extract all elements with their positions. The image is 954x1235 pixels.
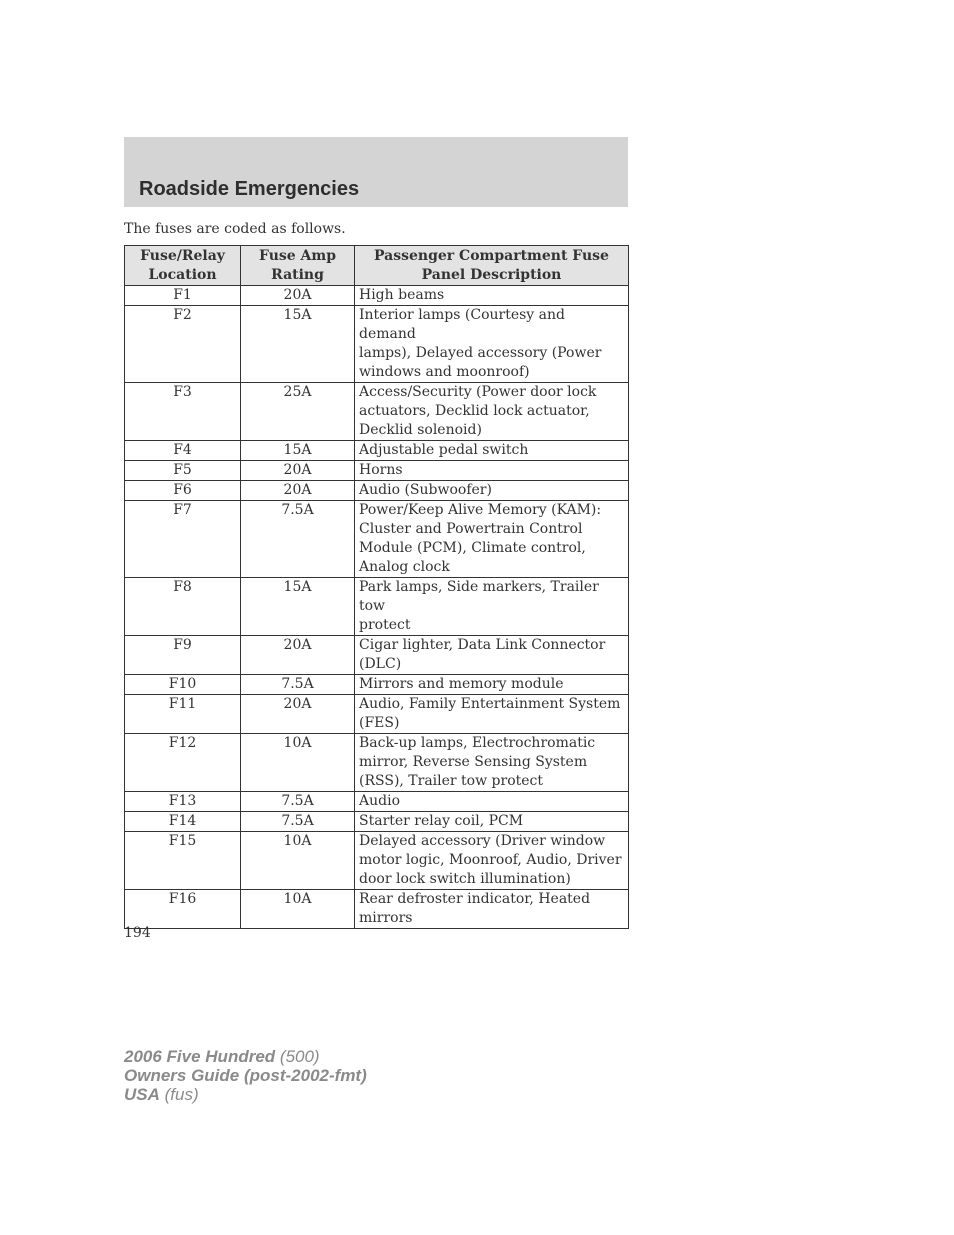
fuse-rating-cell: 20A [241, 695, 355, 734]
fuse-rating-cell: 20A [241, 461, 355, 481]
fuse-location-cell: F4 [125, 441, 241, 461]
description-line: mirrors [359, 910, 413, 926]
fuse-location-cell: F2 [125, 306, 241, 383]
table-row [125, 812, 629, 832]
description-line: Cluster and Powertrain Control [359, 521, 583, 537]
description-line: Audio, Family Entertainment System [359, 696, 621, 712]
fuse-rating-cell: 7.5A [241, 792, 355, 812]
description-line: Interior lamps (Courtesy and demand [359, 307, 565, 342]
fuse-rating-cell: 20A [241, 636, 355, 675]
fuse-rating-cell: 25A [241, 383, 355, 441]
table-row [125, 890, 629, 929]
table-row [125, 695, 629, 734]
fuse-description-cell [355, 832, 629, 890]
section-header-band [124, 137, 628, 207]
header-rating: Fuse Amp Rating [241, 246, 355, 286]
description-line: Park lamps, Side markers, Trailer tow [359, 579, 599, 614]
description-line: actuators, Decklid lock actuator, [359, 403, 590, 419]
fuse-description-cell [355, 441, 629, 461]
description-line: High beams [359, 287, 445, 303]
fuse-location-cell: F1 [125, 286, 241, 306]
fuse-description-cell [355, 501, 629, 578]
table-row [125, 441, 629, 461]
fuse-rating-cell: 10A [241, 890, 355, 929]
fuse-table [124, 245, 629, 929]
description-line: Access/Security (Power door lock [359, 384, 597, 400]
fuse-rating-cell: 20A [241, 481, 355, 501]
fuse-location-cell: F13 [125, 792, 241, 812]
description-line: Cigar lighter, Data Link Connector [359, 637, 606, 653]
description-line: Analog clock [359, 559, 450, 575]
fuse-location-cell: F9 [125, 636, 241, 675]
fuse-description-cell [355, 792, 629, 812]
description-line: Adjustable pedal switch [359, 442, 529, 458]
fuse-rating-cell: 15A [241, 306, 355, 383]
description-line: lamps), Delayed accessory (Power [359, 345, 602, 361]
description-line: windows and moonroof) [359, 364, 530, 380]
table-row [125, 832, 629, 890]
description-line: Audio [359, 793, 400, 809]
table-row [125, 675, 629, 695]
fuse-description-cell [355, 675, 629, 695]
fuse-location-cell: F15 [125, 832, 241, 890]
document-footer [124, 1047, 367, 1104]
fuse-table-body [125, 286, 629, 929]
fuse-rating-cell: 7.5A [241, 501, 355, 578]
fuse-rating-cell: 15A [241, 441, 355, 461]
description-line: (FES) [359, 715, 400, 731]
description-line: Mirrors and memory module [359, 676, 564, 692]
fuse-location-cell: F14 [125, 812, 241, 832]
table-row [125, 792, 629, 812]
description-line: Back-up lamps, Electrochromatic [359, 735, 596, 751]
fuse-location-cell: F7 [125, 501, 241, 578]
fuse-location-cell: F8 [125, 578, 241, 636]
description-line: Rear defroster indicator, Heated [359, 891, 591, 907]
fuse-rating-cell: 20A [241, 286, 355, 306]
description-line: (RSS), Trailer tow protect [359, 773, 544, 789]
description-line: Power/Keep Alive Memory (KAM): [359, 502, 602, 518]
fuse-description-cell [355, 306, 629, 383]
fuse-location-cell: F10 [125, 675, 241, 695]
intro-text: The fuses are coded as follows. [124, 221, 346, 237]
fuse-rating-cell: 15A [241, 578, 355, 636]
description-line: (DLC) [359, 656, 402, 672]
fuse-description-cell [355, 734, 629, 792]
table-row [125, 501, 629, 578]
fuse-description-cell [355, 636, 629, 675]
fuse-rating-cell: 7.5A [241, 812, 355, 832]
section-title: Roadside Emergencies [139, 178, 360, 200]
table-row [125, 734, 629, 792]
fuse-description-cell [355, 286, 629, 306]
footer-line-2: Owners Guide (post-2002-fmt) [124, 1066, 367, 1085]
header-description: Passenger Compartment Fuse Panel Description [355, 246, 629, 286]
fuse-location-cell: F11 [125, 695, 241, 734]
fuse-description-cell [355, 578, 629, 636]
fuse-description-cell [355, 695, 629, 734]
fuse-location-cell: F16 [125, 890, 241, 929]
fuse-description-cell [355, 383, 629, 441]
description-line: Delayed accessory (Driver window [359, 833, 606, 849]
table-row [125, 286, 629, 306]
fuse-location-cell: F6 [125, 481, 241, 501]
fuse-rating-cell: 10A [241, 734, 355, 792]
fuse-rating-cell: 7.5A [241, 675, 355, 695]
footer-line-1: 2006 Five Hundred (500) [124, 1047, 320, 1066]
description-line: Decklid solenoid) [359, 422, 482, 438]
table-row [125, 383, 629, 441]
fuse-location-cell: F12 [125, 734, 241, 792]
fuse-rating-cell: 10A [241, 832, 355, 890]
header-location: Fuse/Relay Location [125, 246, 241, 286]
fuse-description-cell [355, 481, 629, 501]
description-line: Audio (Subwoofer) [359, 482, 492, 498]
description-line: door lock switch illumination) [359, 871, 571, 887]
description-line: Horns [359, 462, 403, 478]
table-row [125, 578, 629, 636]
description-line: Starter relay coil, PCM [359, 813, 524, 829]
fuse-location-cell: F3 [125, 383, 241, 441]
table-header-row [125, 246, 629, 286]
fuse-location-cell: F5 [125, 461, 241, 481]
footer-line-3: USA (fus) [124, 1085, 199, 1104]
fuse-description-cell [355, 461, 629, 481]
table-row [125, 461, 629, 481]
table-row [125, 306, 629, 383]
description-line: Module (PCM), Climate control, [359, 540, 586, 556]
description-line: motor logic, Moonroof, Audio, Driver [359, 852, 622, 868]
table-row [125, 636, 629, 675]
table-row [125, 481, 629, 501]
fuse-description-cell [355, 812, 629, 832]
page-number: 194 [124, 925, 151, 941]
fuse-description-cell [355, 890, 629, 929]
description-line: mirror, Reverse Sensing System [359, 754, 588, 770]
description-line: protect [359, 617, 411, 633]
